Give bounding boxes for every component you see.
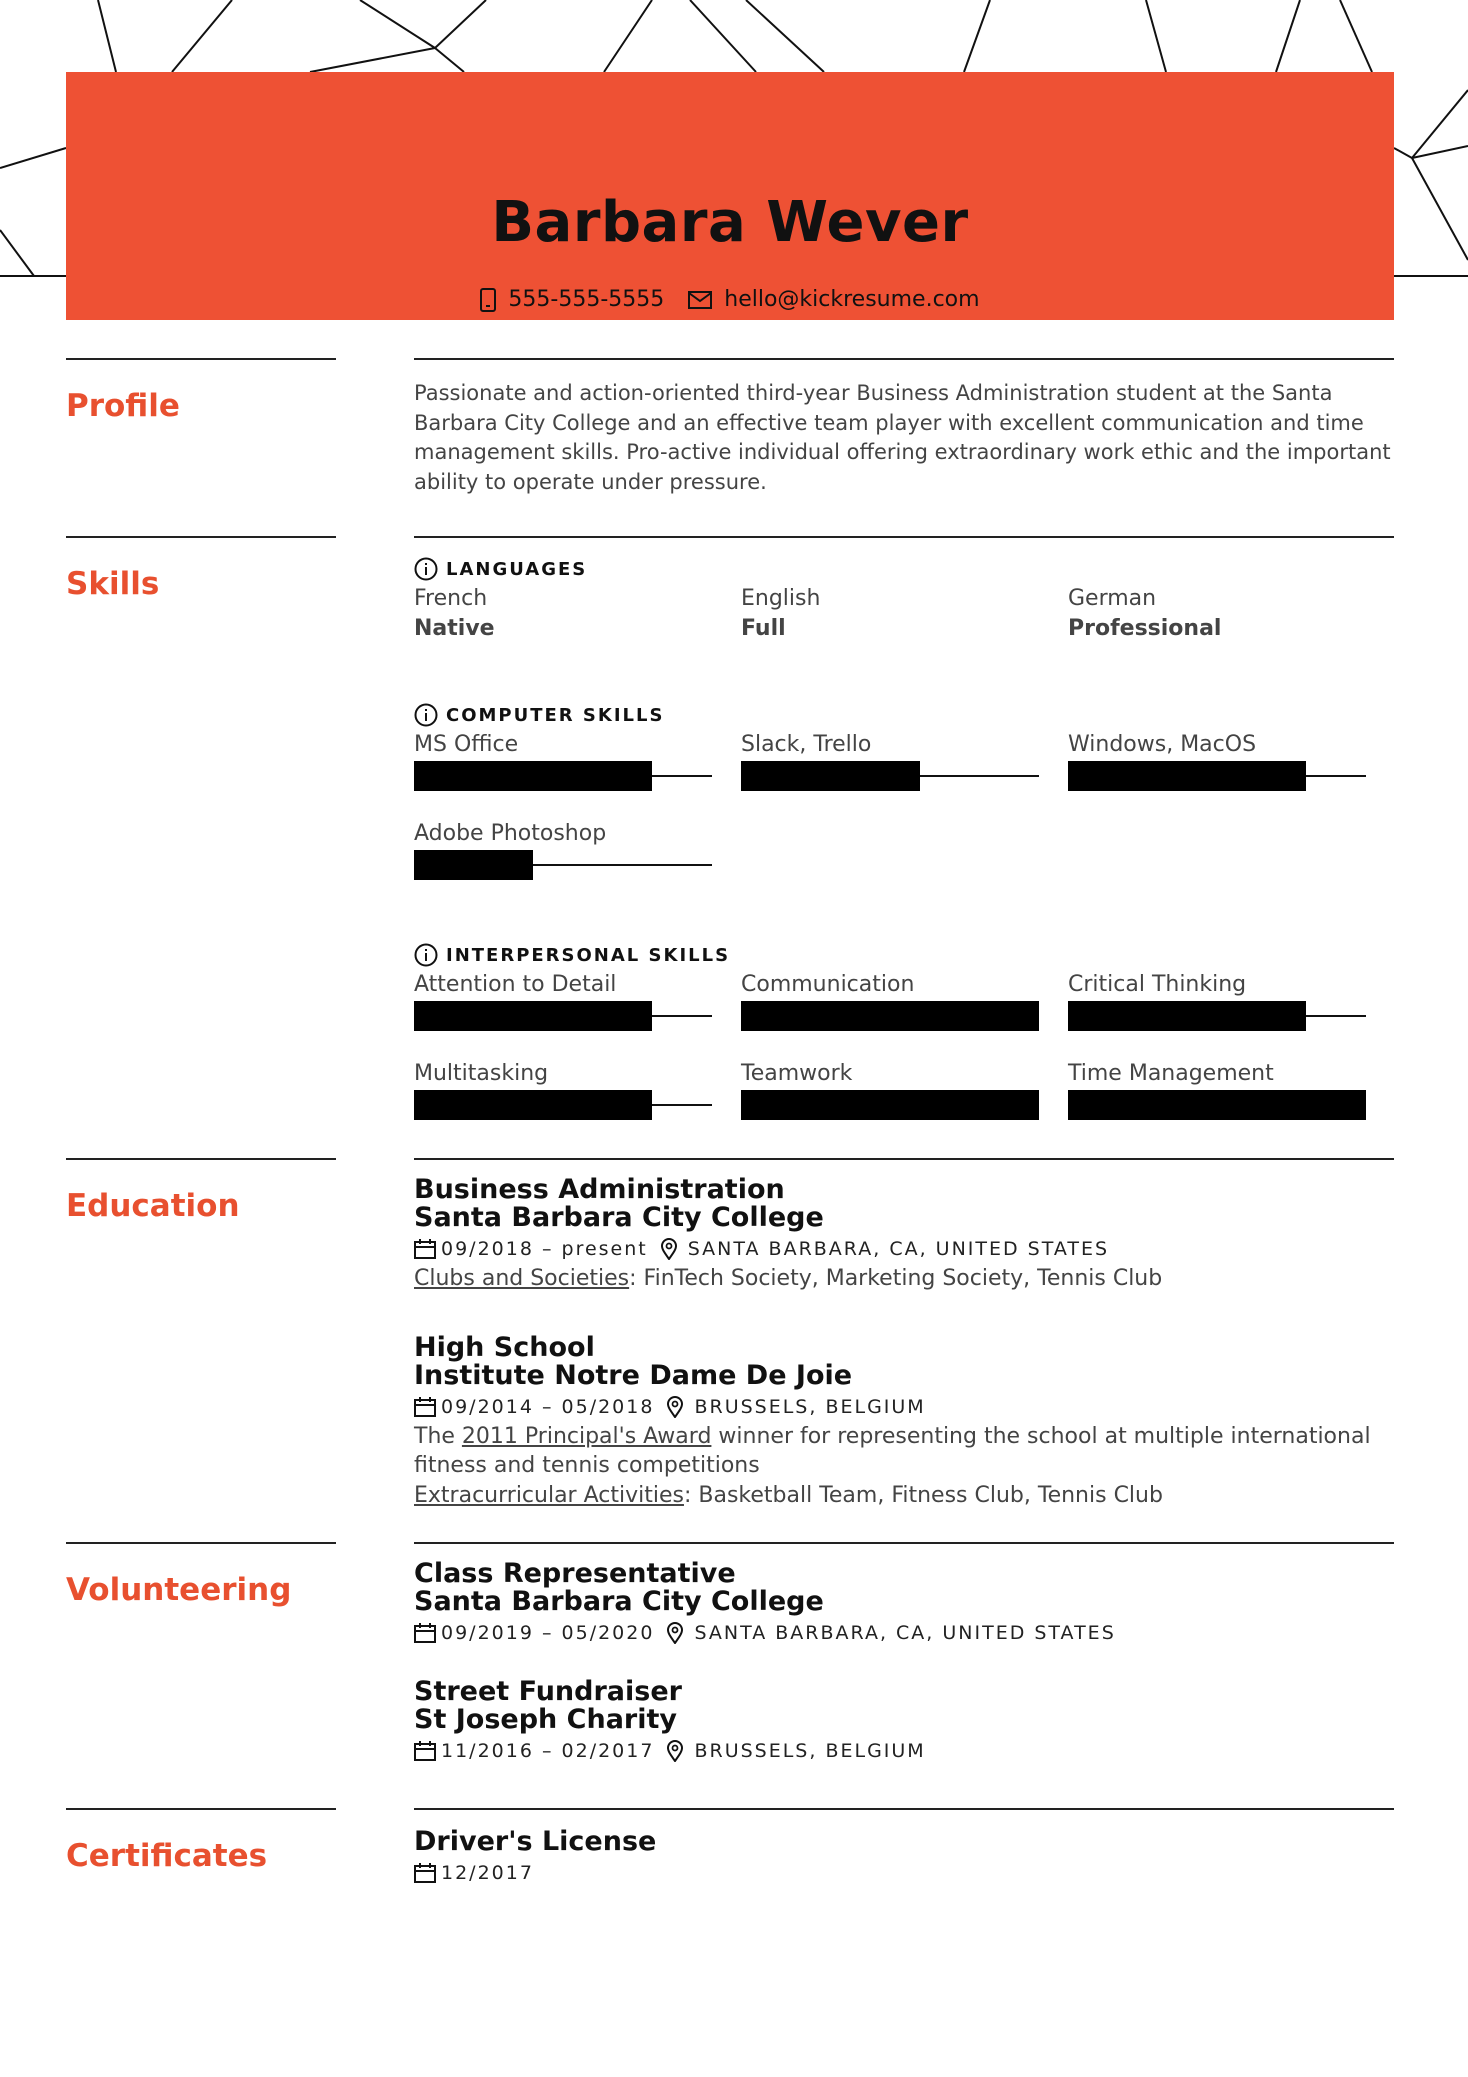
entry-dates: 11/2016 – 02/2017 (441, 1740, 655, 1762)
section-divider (414, 358, 1394, 360)
skill-name: Time Management (1068, 1061, 1274, 1086)
section-divider (414, 1808, 1394, 1810)
skill-level-bar (414, 850, 712, 880)
phone-contact (480, 287, 664, 312)
clubs-text: : FinTech Society, Marketing Society, Tennis Club (629, 1266, 1163, 1291)
language-item (414, 584, 741, 644)
language-item (741, 584, 1068, 644)
header-banner (66, 72, 1394, 320)
volunteering-body (414, 1560, 1394, 1806)
section-divider (66, 536, 336, 538)
info-icon (414, 557, 438, 581)
skill-level-bar (1068, 761, 1366, 791)
phone-number[interactable]: 555-555-5555 (508, 287, 665, 312)
activities-label: Extracurricular Activities (414, 1482, 684, 1508)
skill-level-bar (414, 1001, 712, 1031)
role: Class Representative (414, 1558, 736, 1589)
education-body (414, 1176, 1394, 1550)
interpersonal-skills-heading: INTERPERSONAL SKILLS (414, 942, 1394, 968)
skill-level-bar (414, 761, 712, 791)
education-entry (414, 1331, 1394, 1511)
role: Street Fundraiser (414, 1676, 682, 1707)
entry-location: BRUSSELS, BELGIUM (694, 1740, 926, 1762)
award-link: 2011 Principal's Award (461, 1423, 712, 1449)
entry-meta (414, 1234, 1394, 1264)
school: Institute Notre Dame De Joie (414, 1359, 853, 1391)
skill-item (414, 819, 741, 908)
education-entry (414, 1176, 1394, 1294)
section-title: Volunteering (66, 1572, 292, 1608)
entry-dates: 12/2017 (441, 1862, 534, 1884)
organization: St Joseph Charity (414, 1704, 678, 1735)
entry-location: SANTA BARBARA, CA, UNITED STATES (694, 1622, 1116, 1644)
certificate-name: Driver's License (414, 1826, 657, 1857)
skill-item (1068, 1059, 1394, 1148)
skill-item (414, 1059, 741, 1148)
entry-award: The 2011 Principal's Award winner for representing the school at multiple international fitness and tennis competitions (414, 1423, 1371, 1478)
skill-name: Communication (741, 972, 915, 997)
computer-skills-list (414, 730, 1394, 908)
language-item (1068, 584, 1394, 644)
calendar-icon (414, 1239, 436, 1259)
language-name: German (1068, 586, 1157, 611)
section-divider (66, 1808, 336, 1810)
school: Santa Barbara City College (414, 1202, 824, 1233)
skill-item (741, 970, 1068, 1059)
entry-dates: 09/2018 – present (441, 1238, 648, 1260)
computer-skills-heading: COMPUTER SKILLS (414, 702, 1394, 728)
interpersonal-skills-list (414, 970, 1394, 1148)
section-title: Education (66, 1188, 240, 1224)
skill-item (741, 730, 1068, 819)
skill-item (414, 970, 741, 1059)
contact-info (66, 287, 1394, 312)
language-level: Full (741, 616, 786, 641)
entry-dates: 09/2014 – 05/2018 (441, 1395, 655, 1418)
calendar-icon (414, 1741, 436, 1761)
mail-icon (688, 291, 712, 309)
activities-text: : Basketball Team, Fitness Club, Tennis Club (683, 1482, 1163, 1508)
skill-item (1068, 730, 1394, 819)
location-pin-icon (666, 1740, 684, 1762)
section-divider (414, 536, 1394, 538)
certificate-entry (414, 1828, 1394, 1888)
skill-level-bar (741, 1090, 1039, 1120)
skill-name: Slack, Trello (741, 732, 872, 757)
degree: Business Administration (414, 1174, 785, 1205)
skill-name: Multitasking (414, 1061, 549, 1086)
calendar-icon (414, 1863, 436, 1883)
volunteering-entry (414, 1678, 1394, 1766)
entry-meta (414, 1858, 1394, 1888)
location-pin-icon (660, 1238, 678, 1260)
skill-item (414, 730, 741, 819)
section-title: Skills (66, 566, 160, 602)
skill-level-bar (1068, 1090, 1366, 1120)
languages-heading: LANGUAGES (414, 556, 1394, 582)
degree: High School (414, 1331, 595, 1363)
volunteering-entry (414, 1560, 1394, 1648)
section-divider (66, 1542, 336, 1544)
language-name: English (741, 586, 821, 611)
section-divider (414, 1158, 1394, 1160)
skill-name: MS Office (414, 732, 519, 757)
organization: Santa Barbara City College (414, 1586, 824, 1617)
profile-text: Passionate and action-oriented third-year Business Administration student at the Santa Barbara City College and an effective team player with excellent communication and time management skills. Pro-active individual offering extraordinary work ethic and the important ability to operate under pressure. (414, 381, 1391, 494)
location-pin-icon (666, 1622, 684, 1644)
entry-meta (414, 1736, 1394, 1766)
entry-meta (414, 1392, 1394, 1422)
phone-icon (480, 288, 496, 312)
profile-body (414, 379, 1394, 497)
language-level: Native (414, 616, 495, 641)
email-address[interactable]: hello@kickresume.com (724, 287, 980, 312)
entry-activities (414, 1481, 1394, 1511)
skill-name: Teamwork (741, 1061, 853, 1086)
section-divider (66, 1158, 336, 1160)
language-level: Professional (1068, 616, 1222, 641)
language-name: French (414, 586, 488, 611)
skill-level-bar (414, 1090, 712, 1120)
skills-body (414, 556, 1394, 1148)
email-contact (688, 287, 979, 312)
skill-name: Critical Thinking (1068, 972, 1247, 997)
skill-item (741, 1059, 1068, 1148)
entry-location: BRUSSELS, BELGIUM (694, 1395, 926, 1418)
skill-name: Adobe Photoshop (414, 821, 607, 846)
info-icon (414, 943, 438, 967)
section-title: Profile (66, 388, 180, 424)
candidate-name: Barbara Wever (491, 190, 969, 255)
section-divider (414, 1542, 1394, 1544)
skill-level-bar (741, 1001, 1039, 1031)
entry-clubs (414, 1264, 1394, 1294)
skill-level-bar (741, 761, 1039, 791)
languages-list (414, 584, 1394, 644)
certificates-body (414, 1828, 1394, 1928)
section-divider (66, 358, 336, 360)
calendar-icon (414, 1623, 436, 1643)
skill-level-bar (1068, 1001, 1366, 1031)
entry-meta (414, 1618, 1394, 1648)
skill-item (1068, 970, 1394, 1059)
location-pin-icon (666, 1396, 684, 1418)
info-icon (414, 703, 438, 727)
entry-location: SANTA BARBARA, CA, UNITED STATES (687, 1238, 1110, 1260)
calendar-icon (414, 1397, 436, 1417)
skill-name: Windows, MacOS (1068, 732, 1257, 757)
entry-dates: 09/2019 – 05/2020 (441, 1622, 655, 1644)
section-title: Certificates (66, 1838, 268, 1874)
clubs-label: Clubs and Societies (414, 1266, 630, 1291)
skill-name: Attention to Detail (414, 972, 617, 997)
